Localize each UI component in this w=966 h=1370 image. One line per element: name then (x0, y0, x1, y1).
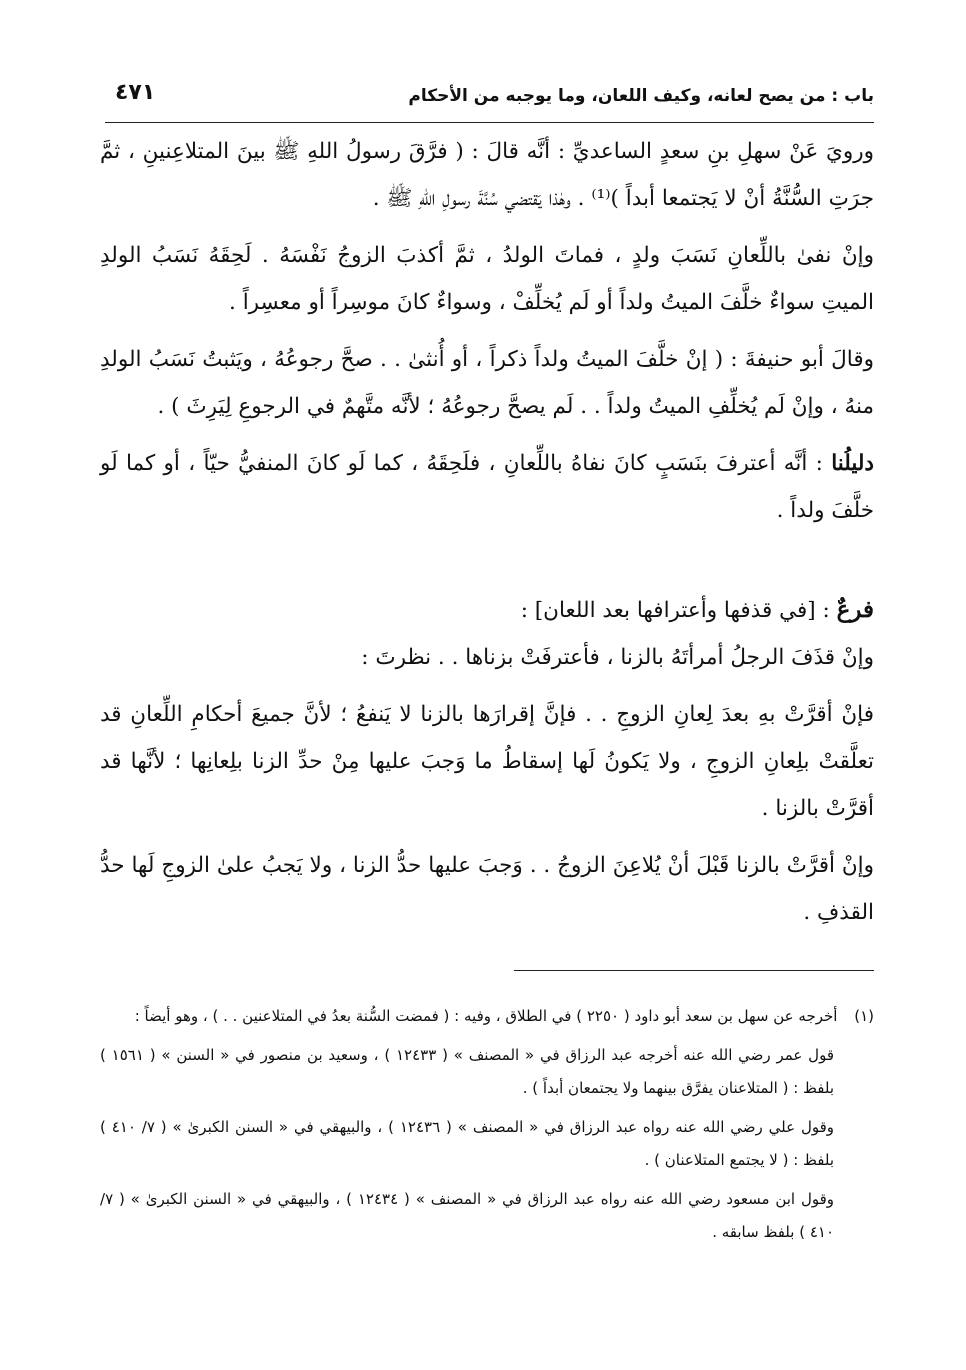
proof-text: : أنَّه أعترفَ بنَسَبٍ كانَ نفاهُ باللِّعانِ ، فلَحِقَهُ ، كما لَو كانَ المنفيُّ حيّاً ، أو كما لَو خلَّفَ ولداً . (100, 451, 874, 523)
footnote-1-text: أخرجه عن سهل بن سعد أبو داود ( ٢٢٥٠ ) في الطلاق ، وفيه : ( فمضت السُّنة بعدُ في المتلاعنين . . ) ، وهو أيضاً : (134, 1007, 838, 1025)
paragraph-after-lian: فإنْ أقرَّتْ بهِ بعدَ لِعانِ الزوجِ . . فإنَّ إقرارَها بالزنا لا يَنفعُ ؛ لأنَّ جميعَ أحكامِ اللِّعانِ قد تعلَّقتْ بلِعانِ الزوجِ ، ولا يَكونُ لَها إسقاطُ ما وَجبَ عليها مِنْ حدِّ الزنا بلِعانِها ؛ لأنَّها قد أقرَّتْ بالزنا . (100, 702, 874, 821)
footnote-number: (١) (854, 1007, 874, 1025)
paragraph-proof (100, 440, 874, 534)
page-number: ٤٧١ (115, 80, 156, 105)
paragraph-before-lian: وإنْ أقرَّتْ بالزنا قَبْلَ أنْ يُلاعِنَ الزوجُ . . وَجبَ عليها حدُّ الزنا ، ولا يَجبُ علىٰ الزوجِ لَها حدُّ القذفِ . (100, 853, 874, 925)
paragraph-abu-hanifa: وقالَ أبو حنيفةَ : ( إنْ خلَّفَ الميتُ ولداً ذكراً ، أو أُنثىٰ . . صحَّ رجوعُهُ ، ويَثبتُ نَسَبُ الولدِ منهُ ، وإنْ لَم يُخلِّفِ الميتُ ولداً . . لَم يصحَّ رجوعُهُ ؛ لأنَّه متَّهمٌ في الرجوعِ لِيَرِثَ ) . (100, 347, 874, 419)
branch-label: فرعٌ (836, 596, 874, 623)
running-header (105, 82, 874, 123)
footnote-item-umar: قول عمر رضي الله عنه أخرجه عبد الرزاق في « المصنف » ( ١٢٤٣٣ ) ، وسعيد بن منصور في « السنن » ( ١٥٦١ ) بلفظ : ( المتلاعنان يفرَّق بينهما ولا يجتمعان أبداً ) . (100, 1046, 834, 1097)
paragraph-accusation: وإنْ قذَفَ الرجلُ أمرأتَهُ بالزنا ، فأعترفَتْ بزناها . . نظرتَ : (361, 645, 874, 670)
branch-title: : [في قذفها وأعترافها بعد اللعان] : (520, 598, 830, 623)
paragraph-hadith: ورويَ عَنْ سهلِ بنِ سعدٍ الساعديِّ : أنَّه قالَ : ( فرَّقَ رسولُ اللهِ ﷺ بينَ المتلاعِنينِ ، ثمَّ جرَتِ السُّنَّةُ أنْ لا يَجتمعا أبداً )⁽¹⁾ . وهٰذا يَقتضي سُنَّةَ رسولِ اللهِ ﷺ . (100, 139, 874, 211)
paragraph-denial: وإنْ نفىٰ باللِّعانِ نَسَبَ ولدٍ ، فماتَ الولدُ ، ثمَّ أكذبَ الزوجُ نَفْسَهُ . لَحِقَهُ نَسَبُ الولدِ الميتِ سواءٌ خلَّفَ الميتُ ولداً أو لَم يُخلِّفْ ، وسواءٌ كانَ موسِراً أو معسِراً . (100, 243, 874, 315)
main-text (100, 128, 874, 936)
branch-heading (100, 586, 874, 634)
chapter-title: باب : من يصح لعانه، وكيف اللعان، وما يوجبه من الأحكام (408, 86, 874, 106)
footnote-item-ali: وقول علي رضي الله عنه رواه عبد الرزاق في « المصنف » ( ١٢٤٣٦ ) ، والبيهقي في « السنن الكبرىٰ » ( ٧/ ٤١٠ ) بلفظ : ( لا يجتمع المتلاعنان ) . (100, 1118, 835, 1169)
footnote-1 (100, 1000, 874, 1033)
proof-lead: دليلُنا (831, 451, 874, 476)
footnotes (100, 1000, 874, 1249)
footnote-item-ibn-masud: وقول ابن مسعود رضي الله عنه رواه عبد الرزاق في « المصنف » ( ١٢٤٣٤ ) ، والبيهقي في « السنن الكبرىٰ » ( ٧/ ٤١٠ ) بلفظ سابقه . (100, 1190, 835, 1241)
footnote-separator (514, 970, 874, 971)
